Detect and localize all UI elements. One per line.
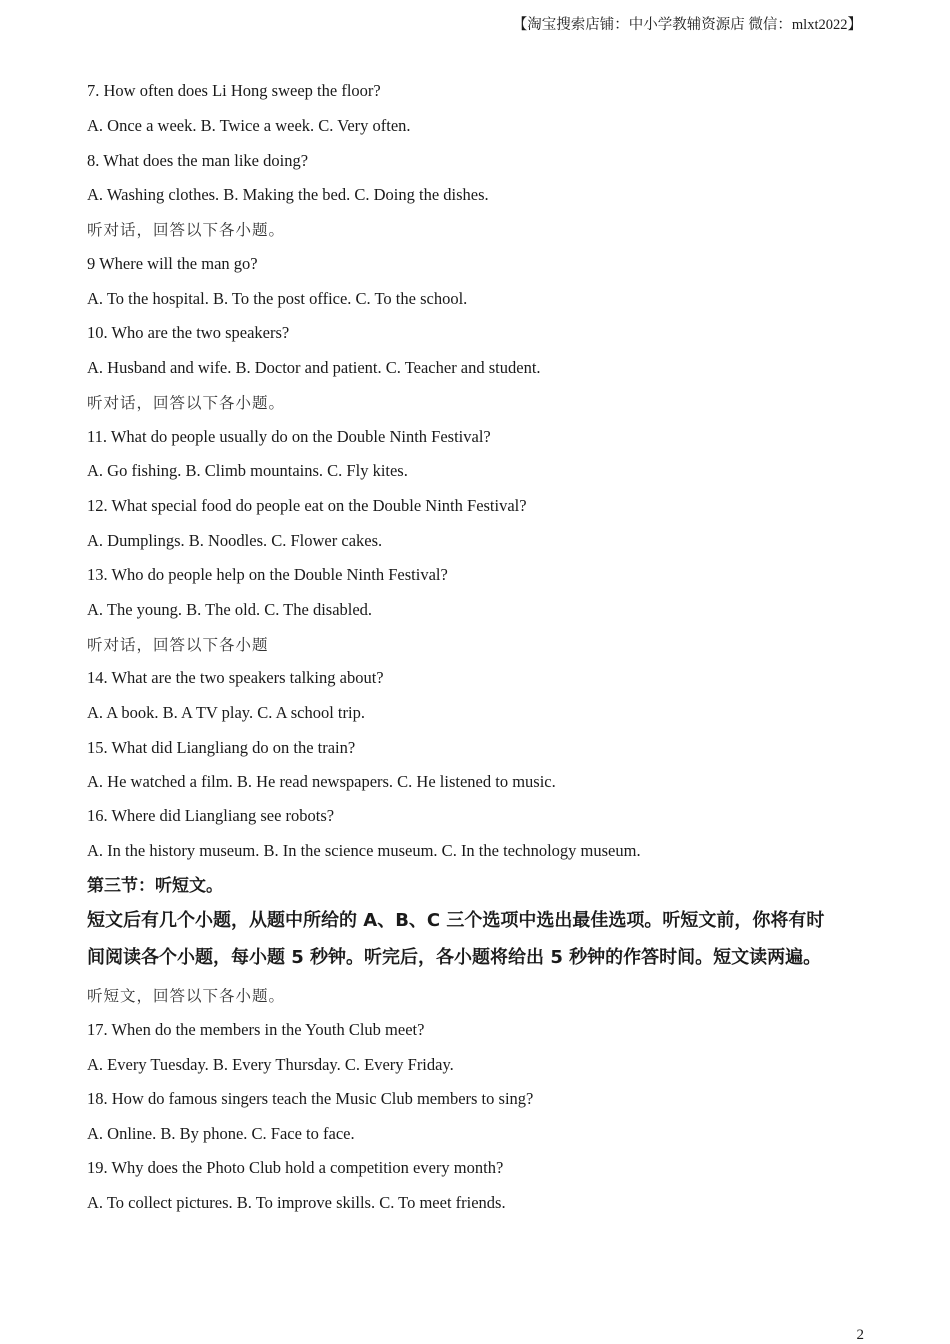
instruction-passage: 听短文，回答以下各小题。 (87, 987, 286, 1005)
question-19: 19. Why does the Photo Club hold a competition every month? (87, 1158, 504, 1177)
instruction-dialogue-2: 听对话，回答以下各小题。 (87, 394, 286, 412)
instruction-dialogue-1: 听对话，回答以下各小题。 (87, 221, 286, 239)
page-number: 2 (856, 1327, 864, 1343)
options-7: A. Once a week. B. Twice a week. C. Very often. (87, 116, 411, 135)
question-10: 10. Who are the two speakers? (87, 323, 290, 342)
question-7: 7. How often does Li Hong sweep the floor? (87, 81, 381, 100)
section-description-line-1: 短文后有几个小题，从题中所给的 A、B、C 三个选项中选出最佳选项。听短文前，你将有时 (87, 910, 825, 931)
section-description-line-2: 间阅读各个小题，每小题 5 秒钟。听完后，各小题将给出 5 秒钟的作答时间。短文读两遍。 (87, 947, 822, 968)
options-9: A. To the hospital. B. To the post office. C. To the school. (87, 289, 468, 308)
question-8: 8. What does the man like doing? (87, 151, 309, 170)
question-16: 16. Where did Liangliang see robots? (87, 806, 335, 825)
question-15: 15. What did Liangliang do on the train? (87, 738, 356, 757)
page-header: 【淘宝搜索店铺：中小学教辅资源店 微信：mlxt2022】 (512, 17, 862, 33)
options-11: A. Go fishing. B. Climb mountains. C. Fly kites. (87, 461, 408, 480)
question-11: 11. What do people usually do on the Double Ninth Festival? (87, 427, 491, 446)
section-title: 第三节：听短文。 (87, 876, 223, 896)
options-19: A. To collect pictures. B. To improve skills. C. To meet friends. (87, 1193, 506, 1212)
question-13: 13. Who do people help on the Double Ninth Festival? (87, 565, 448, 584)
question-18: 18. How do famous singers teach the Music Club members to sing? (87, 1089, 534, 1108)
options-16: A. In the history museum. B. In the science museum. C. In the technology museum. (87, 841, 641, 860)
instruction-dialogue-3: 听对话，回答以下各小题 (87, 636, 269, 654)
options-10: A. Husband and wife. B. Doctor and patient. C. Teacher and student. (87, 358, 541, 377)
question-17: 17. When do the members in the Youth Club meet? (87, 1020, 425, 1039)
options-8: A. Washing clothes. B. Making the bed. C. Doing the dishes. (87, 185, 489, 204)
options-14: A. A book. B. A TV play. C. A school trip. (87, 703, 365, 722)
question-14: 14. What are the two speakers talking about? (87, 668, 384, 687)
options-15: A. He watched a film. B. He read newspapers. C. He listened to music. (87, 772, 556, 791)
question-12: 12. What special food do people eat on the Double Ninth Festival? (87, 496, 527, 515)
options-17: A. Every Tuesday. B. Every Thursday. C. Every Friday. (87, 1055, 454, 1074)
options-18: A. Online. B. By phone. C. Face to face. (87, 1124, 355, 1143)
options-12: A. Dumplings. B. Noodles. C. Flower cakes. (87, 531, 383, 550)
question-9: 9 Where will the man go? (87, 254, 258, 273)
options-13: A. The young. B. The old. C. The disabled. (87, 600, 373, 619)
